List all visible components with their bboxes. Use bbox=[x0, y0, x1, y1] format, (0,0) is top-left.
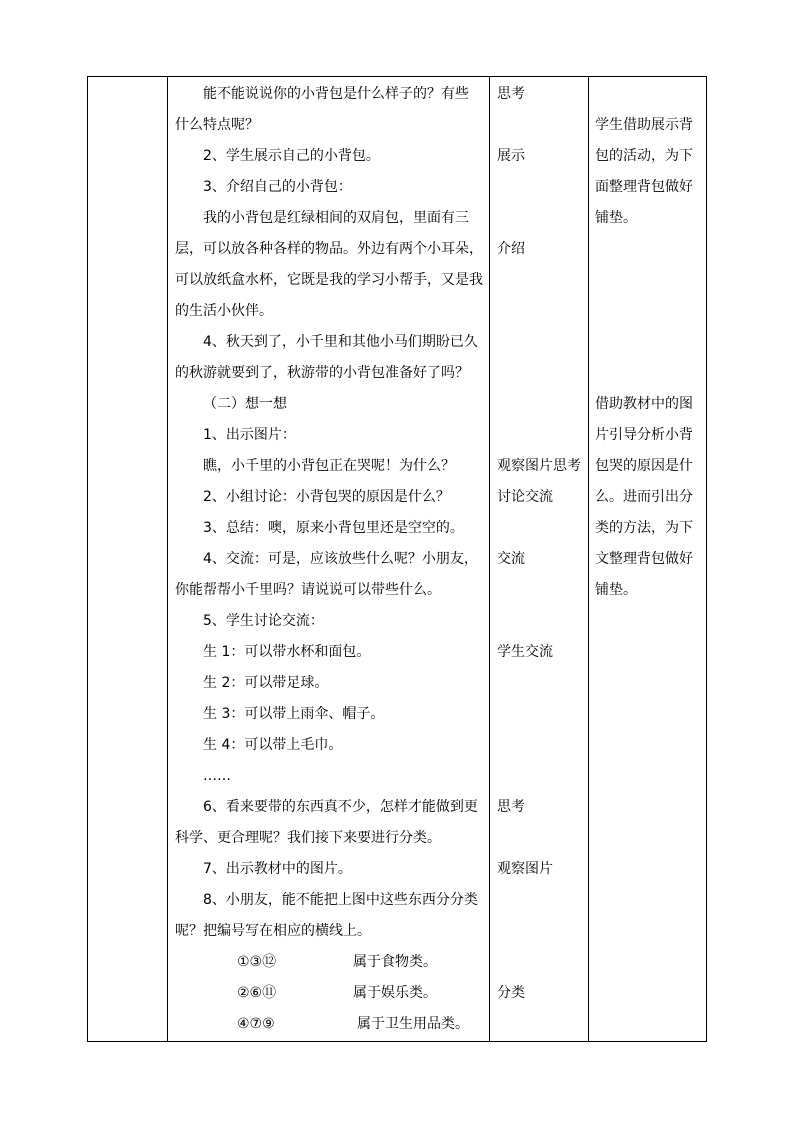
content-line: 的生活小伙伴。 bbox=[175, 303, 273, 319]
content-line: 2、学生展示自己的小背包。 bbox=[203, 148, 380, 164]
design-intent-column bbox=[595, 79, 705, 1039]
content-line: 能不能说说你的小背包是什么样子的？有些 bbox=[203, 86, 469, 102]
teaching-content-column bbox=[175, 79, 485, 1040]
student-activity-column bbox=[497, 79, 585, 1039]
student-activity: 交流 bbox=[497, 551, 525, 567]
content-line: 你能帮帮小千里吗？请说说可以带些什么。 bbox=[175, 582, 441, 598]
content-line: 层，可以放各种各样的物品。外边有两个小耳朵， bbox=[175, 241, 483, 257]
design-intent-line: 么。进而引出分 bbox=[595, 489, 693, 505]
content-line: 5、学生讨论交流： bbox=[203, 613, 324, 629]
classification-row bbox=[175, 978, 485, 1009]
column-divider bbox=[167, 77, 168, 1041]
content-line: 3、总结：噢，原来小背包里还是空空的。 bbox=[203, 520, 464, 536]
student-activity: 观察图片思考 bbox=[497, 458, 581, 474]
design-intent-line: 铺垫。 bbox=[595, 210, 637, 226]
column-divider bbox=[489, 77, 490, 1041]
content-line: 瞧，小千里的小背包正在哭呢！为什么？ bbox=[203, 458, 455, 474]
item-numbers: ②⑥⑪ bbox=[237, 985, 277, 1001]
student-activity: 分类 bbox=[497, 985, 525, 1001]
content-line: 什么特点呢？ bbox=[175, 117, 259, 133]
content-line: 我的小背包是红绿相间的双肩包，里面有三 bbox=[203, 210, 469, 226]
content-line: 生 3：可以带上雨伞、帽子。 bbox=[203, 706, 385, 722]
content-line: 7、出示教材中的图片。 bbox=[203, 861, 352, 877]
design-intent-line: 铺垫。 bbox=[595, 582, 637, 598]
student-activity: 介绍 bbox=[497, 241, 525, 257]
column-divider bbox=[588, 77, 589, 1041]
content-line: 8、小朋友，能不能把上图中这些东西分分类 bbox=[203, 892, 478, 908]
classification-row bbox=[175, 1009, 485, 1040]
student-activity: 观察图片 bbox=[497, 861, 553, 877]
design-intent-line: 片引导分析小背 bbox=[595, 427, 693, 443]
content-line: 科学、更合理呢？我们接下来要进行分类。 bbox=[175, 830, 441, 846]
lesson-table bbox=[87, 76, 707, 1042]
design-intent-line: 学生借助展示背 bbox=[595, 117, 693, 133]
student-activity: 展示 bbox=[497, 148, 525, 164]
content-line: 4、秋天到了，小千里和其他小马们期盼已久 bbox=[203, 334, 478, 350]
student-activity: 讨论交流 bbox=[497, 489, 553, 505]
category-label: 属于食物类。 bbox=[353, 954, 437, 970]
content-line: 2、小组讨论：小背包哭的原因是什么？ bbox=[203, 489, 450, 505]
student-activity: 思考 bbox=[497, 799, 525, 815]
design-intent-line: 包的活动，为下 bbox=[595, 148, 693, 164]
content-line: 的秋游就要到了，秋游带的小背包准备好了吗？ bbox=[175, 365, 469, 381]
student-activity: 思考 bbox=[497, 86, 525, 102]
category-label: 属于娱乐类。 bbox=[353, 985, 437, 1001]
content-line: （二）想一想 bbox=[203, 396, 287, 412]
design-intent-line: 包哭的原因是什 bbox=[595, 458, 693, 474]
student-activity: 学生交流 bbox=[497, 644, 553, 660]
category-label: 属于卫生用品类。 bbox=[357, 1016, 469, 1032]
design-intent-line: 类的方法，为下 bbox=[595, 520, 693, 536]
design-intent-line: 面整理背包做好 bbox=[595, 179, 693, 195]
design-intent-line: 文整理背包做好 bbox=[595, 551, 693, 567]
content-line: 4、交流：可是，应该放些什么呢？小朋友， bbox=[203, 551, 478, 567]
content-line: 可以放纸盒水杯，它既是我的学习小帮手，又是我 bbox=[175, 272, 483, 288]
content-line: …… bbox=[203, 768, 231, 784]
item-numbers: ①③⑫ bbox=[237, 954, 277, 970]
content-line: 生 2：可以带足球。 bbox=[203, 675, 329, 691]
design-intent-line: 借助教材中的图 bbox=[595, 396, 693, 412]
content-line: 3、介绍自己的小背包： bbox=[203, 179, 352, 195]
content-line: 6、看来要带的东西真不少，怎样才能做到更 bbox=[203, 799, 478, 815]
item-numbers: ④⑦⑨ bbox=[237, 1016, 275, 1032]
content-line: 生 4：可以带上毛巾。 bbox=[203, 737, 343, 753]
content-line: 呢？把编号写在相应的横线上。 bbox=[175, 923, 371, 939]
classification-row bbox=[175, 947, 485, 978]
content-line: 1、出示图片： bbox=[203, 427, 296, 443]
content-line: 生 1：可以带水杯和面包。 bbox=[203, 644, 371, 660]
